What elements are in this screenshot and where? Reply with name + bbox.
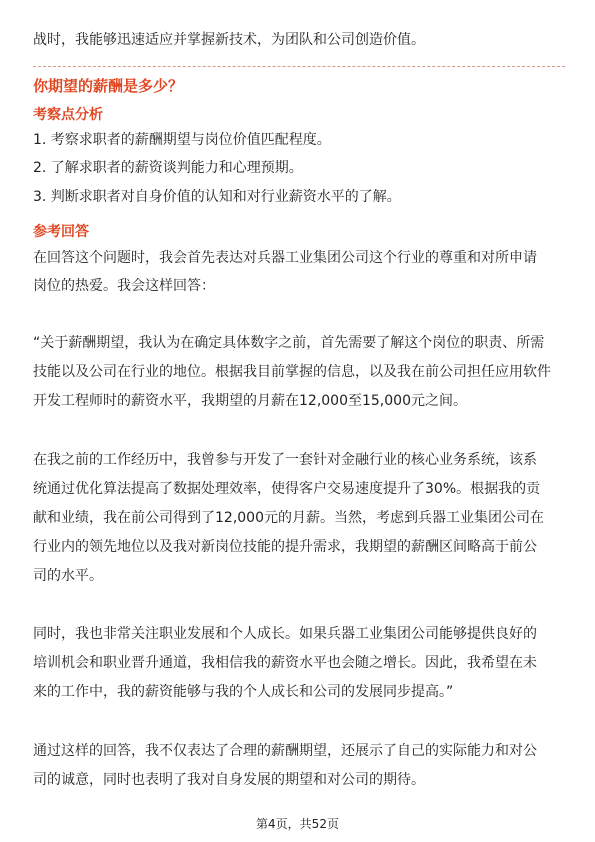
answer-line: 通过这样的回答，我不仅表达了合理的薪酬期望，还展示了自己的实际能力和对公 — [33, 743, 537, 759]
analysis-item: 1. 考察求职者的薪酬期望与岗位价值匹配程度。 — [33, 132, 331, 148]
intro-tail-text: 战时，我能够迅速适应并掌握新技术，为团队和公司创造价值。 — [33, 32, 425, 48]
question-title: 你期望的薪酬是多少？ — [33, 77, 184, 95]
answer-line: 技能以及公司在行业的地位。根据我目前掌握的信息，以及我在前公司担任应用软件 — [33, 364, 551, 380]
answer-heading: 参考回答 — [33, 224, 89, 240]
answer-line: 在我之前的工作经历中，我曾参与开发了一套针对金融行业的核心业务系统，该系 — [33, 452, 537, 468]
answer-line: 开发工程师时的薪资水平，我期望的月薪在12,000至15,000元之间。 — [33, 393, 467, 409]
section-divider — [33, 66, 565, 67]
answer-line: 司的水平。 — [33, 568, 103, 584]
answer-line: 司的诚意，同时也表明了我对自身发展的期望和对公司的期待。 — [33, 772, 425, 788]
analysis-heading: 考察点分析 — [33, 107, 103, 123]
answer-line: 来的工作中，我的薪资能够与我的个人成长和公司的发展同步提高。” — [33, 684, 454, 700]
answer-line: 在回答这个问题时，我会首先表达对兵器工业集团公司这个行业的尊重和对所申请 — [33, 250, 537, 266]
answer-line: 行业内的领先地位以及我对新岗位技能的提升需求，我期望的薪酬区间略高于前公 — [33, 539, 537, 555]
answer-line: “关于薪酬期望，我认为在确定具体数字之前，首先需要了解这个岗位的职责、所需 — [33, 335, 545, 351]
answer-line: 统通过优化算法提高了数据处理效率，使得客户交易速度提升了30%。根据我的贡 — [33, 481, 541, 497]
answer-line: 献和业绩，我在前公司得到了12,000元的月薪。当然，考虑到兵器工业集团公司在 — [33, 510, 544, 526]
page-number-footer: 第4页，共52页 — [256, 817, 339, 831]
answer-line: 岗位的热爱。我会这样回答： — [33, 278, 215, 294]
analysis-item: 3. 判断求职者对自身价值的认知和对行业薪资水平的了解。 — [33, 189, 401, 205]
answer-line: 培训机会和职业晋升通道，我相信我的薪资水平也会随之增长。因此，我希望在未 — [33, 655, 537, 671]
answer-line: 同时，我也非常关注职业发展和个人成长。如果兵器工业集团公司能够提供良好的 — [33, 626, 537, 642]
analysis-item: 2. 了解求职者的薪资谈判能力和心理预期。 — [33, 160, 303, 176]
